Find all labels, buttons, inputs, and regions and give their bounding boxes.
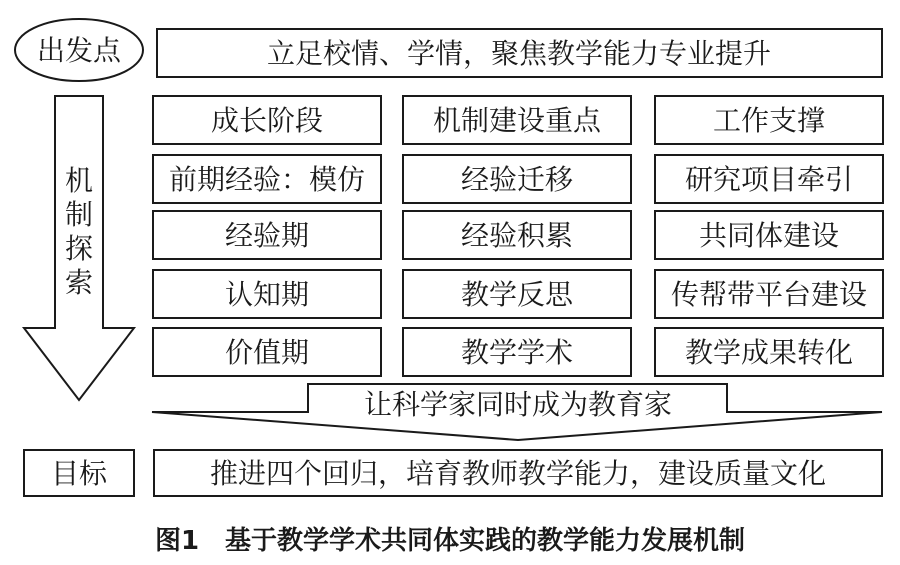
cell-r3c2: 教学反思 bbox=[460, 278, 574, 311]
cell-r1c2: 经验迁移 bbox=[460, 163, 574, 196]
start-text: 立足校情、学情，聚焦教学能力专业提升 bbox=[266, 37, 772, 70]
side-char-2: 制 bbox=[64, 198, 94, 231]
cell-r2c1: 经验期 bbox=[224, 219, 310, 252]
cell-r4c1: 价值期 bbox=[224, 336, 310, 369]
goal-text: 推进四个回归，培育教师教学能力，建设质量文化 bbox=[209, 457, 827, 490]
cell-r3c3: 传帮带平台建设 bbox=[670, 278, 868, 311]
header-support: 工作支撑 bbox=[712, 104, 826, 137]
side-char-4: 索 bbox=[64, 266, 94, 299]
side-char-1: 机 bbox=[64, 164, 94, 197]
cell-r1c3: 研究项目牵引 bbox=[684, 163, 854, 196]
cell-r2c2: 经验积累 bbox=[460, 219, 574, 252]
figure-caption: 图1 基于教学学术共同体实践的教学能力发展机制 bbox=[154, 526, 746, 556]
mechanism-arrow-label bbox=[65, 164, 93, 299]
cell-r2c3: 共同体建设 bbox=[698, 219, 840, 252]
start-label: 出发点 bbox=[36, 34, 122, 67]
header-focus: 机制建设重点 bbox=[432, 104, 602, 137]
cell-r4c2: 教学学术 bbox=[460, 336, 574, 369]
header-stage: 成长阶段 bbox=[210, 104, 324, 137]
funnel-arrow-text: 让科学家同时成为教育家 bbox=[363, 388, 673, 421]
cell-r3c1: 认知期 bbox=[224, 278, 310, 311]
cell-r1c1: 前期经验：模仿 bbox=[168, 163, 366, 196]
cell-r4c3: 教学成果转化 bbox=[684, 336, 854, 369]
goal-label: 目标 bbox=[50, 457, 108, 490]
side-char-3: 探 bbox=[64, 232, 94, 265]
